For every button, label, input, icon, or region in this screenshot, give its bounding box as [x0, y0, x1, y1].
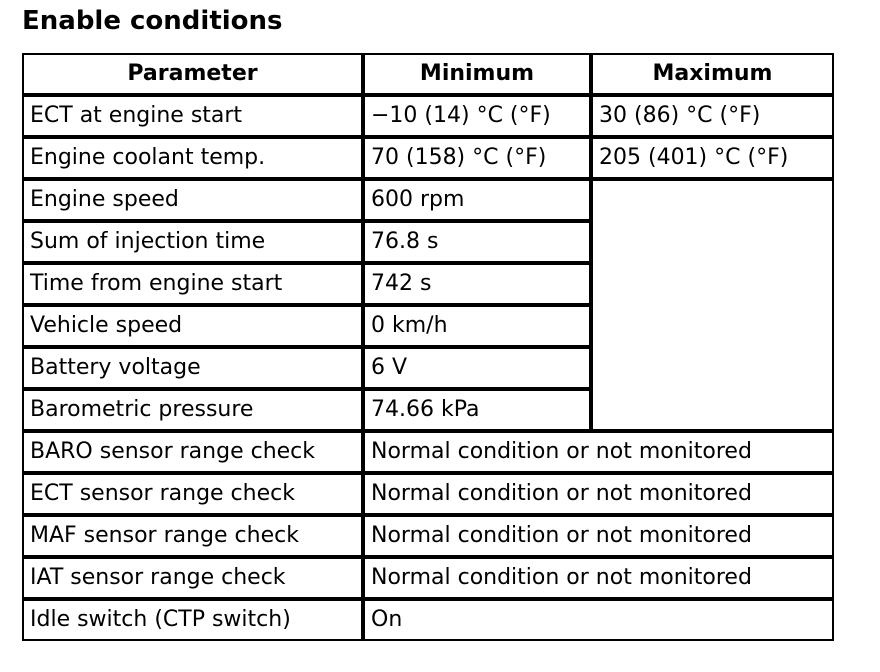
minimum-cell: 600 rpm	[363, 179, 591, 221]
minimum-cell: 0 km/h	[363, 305, 591, 347]
page-title: Enable conditions	[22, 6, 283, 36]
maximum-cell: 205 (401) °C (°F)	[591, 137, 834, 179]
column-header-minimum: Minimum	[363, 53, 591, 95]
table-row	[22, 179, 834, 221]
table-row	[22, 137, 834, 179]
table-row	[22, 95, 834, 137]
parameter-cell: MAF sensor range check	[22, 515, 363, 557]
table-row	[22, 599, 834, 641]
condition-cell: Normal condition or not monitored	[363, 431, 834, 473]
condition-cell: Normal condition or not monitored	[363, 557, 834, 599]
parameter-cell: ECT at engine start	[22, 95, 363, 137]
table-row	[22, 557, 834, 599]
minimum-cell: 6 V	[363, 347, 591, 389]
parameter-cell: Battery voltage	[22, 347, 363, 389]
minimum-cell: 742 s	[363, 263, 591, 305]
empty-maximum-cell	[591, 179, 834, 431]
minimum-cell: 76.8 s	[363, 221, 591, 263]
minimum-cell: 70 (158) °C (°F)	[363, 137, 591, 179]
parameter-cell: ECT sensor range check	[22, 473, 363, 515]
column-header-parameter: Parameter	[22, 53, 363, 95]
table-header-row	[22, 53, 834, 95]
condition-cell: Normal condition or not monitored	[363, 515, 834, 557]
parameter-cell: Engine coolant temp.	[22, 137, 363, 179]
enable-conditions-table	[22, 53, 834, 641]
parameter-cell: IAT sensor range check	[22, 557, 363, 599]
condition-cell: Normal condition or not monitored	[363, 473, 834, 515]
parameter-cell: Engine speed	[22, 179, 363, 221]
parameter-cell: Vehicle speed	[22, 305, 363, 347]
maximum-cell: 30 (86) °C (°F)	[591, 95, 834, 137]
parameter-cell: Idle switch (CTP switch)	[22, 599, 363, 641]
parameter-cell: BARO sensor range check	[22, 431, 363, 473]
table-row	[22, 431, 834, 473]
minimum-cell: 74.66 kPa	[363, 389, 591, 431]
column-header-maximum: Maximum	[591, 53, 834, 95]
table-row	[22, 473, 834, 515]
table-row	[22, 515, 834, 557]
parameter-cell: Barometric pressure	[22, 389, 363, 431]
minimum-cell: −10 (14) °C (°F)	[363, 95, 591, 137]
condition-cell: On	[363, 599, 834, 641]
parameter-cell: Time from engine start	[22, 263, 363, 305]
parameter-cell: Sum of injection time	[22, 221, 363, 263]
